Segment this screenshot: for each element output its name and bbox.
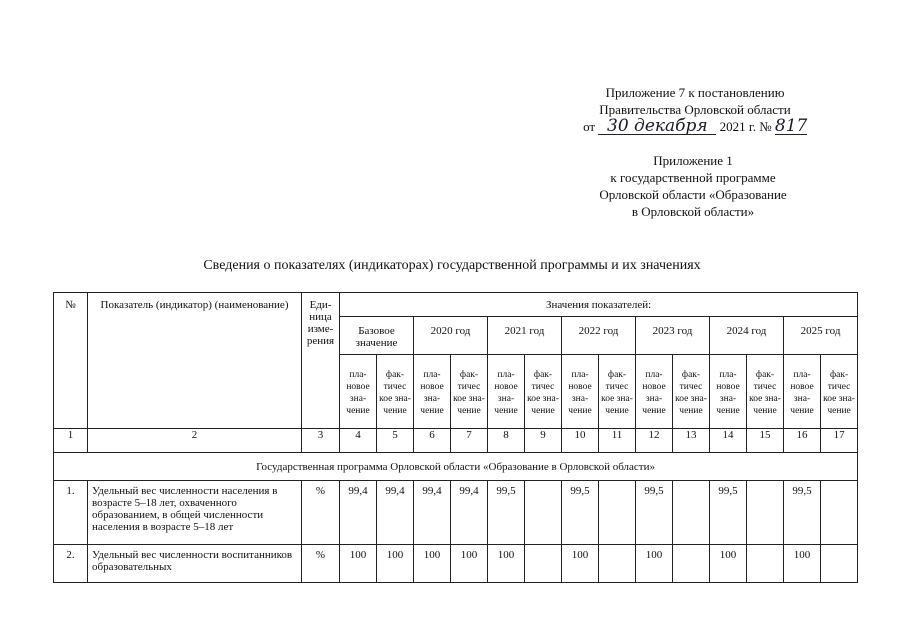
row-value: 99,5 — [636, 481, 673, 545]
appendix-7-date-line — [560, 118, 830, 135]
period-2022: 2022 год — [562, 317, 636, 355]
appendix-1-line1: Приложение 1 — [653, 153, 733, 168]
row-indicator-name: Удельный вес численности воспитанников образовательных — [88, 545, 302, 583]
column-number: 16 — [784, 429, 821, 453]
appendix-1-line2: к государственной программе — [610, 170, 776, 185]
row-value — [747, 481, 784, 545]
subheader-fact: фак-тичес кое зна-чение — [599, 355, 636, 429]
subheader-fact: фак-тичес кое зна-чение — [377, 355, 414, 429]
row-value: 99,4 — [377, 481, 414, 545]
row-value: 99,5 — [710, 481, 747, 545]
appendix-1-line3: Орловской области «Образование — [599, 187, 787, 202]
column-number: 13 — [673, 429, 710, 453]
subheader-fact: фак-тичес кое зна-чение — [673, 355, 710, 429]
column-number: 7 — [451, 429, 488, 453]
row-unit: % — [302, 481, 340, 545]
row-num: 2. — [54, 545, 88, 583]
period-2020: 2020 год — [414, 317, 488, 355]
appendix-7-line1: Приложение 7 к постановлению — [605, 85, 785, 100]
column-number: 8 — [488, 429, 525, 453]
period-2023: 2023 год — [636, 317, 710, 355]
subheader-plan: пла-новое зна-чение — [488, 355, 525, 429]
row-value: 99,5 — [784, 481, 821, 545]
header-indicator: Показатель (индикатор) (наименование) — [88, 293, 302, 429]
row-value: 100 — [340, 545, 377, 583]
row-value: 100 — [562, 545, 599, 583]
column-number: 1 — [54, 429, 88, 453]
indicators-table — [53, 292, 858, 583]
column-number: 10 — [562, 429, 599, 453]
row-value: 100 — [636, 545, 673, 583]
row-value — [599, 481, 636, 545]
period-base: Базовое значение — [340, 317, 414, 355]
header-num: № — [54, 293, 88, 429]
row-value — [821, 545, 858, 583]
subheader-plan: пла-новое зна-чение — [710, 355, 747, 429]
row-value: 99,5 — [488, 481, 525, 545]
subheader-fact: фак-тичес кое зна-чение — [821, 355, 858, 429]
row-value: 100 — [451, 545, 488, 583]
row-num: 1. — [54, 481, 88, 545]
row-value: 100 — [488, 545, 525, 583]
row-value: 100 — [784, 545, 821, 583]
row-unit: % — [302, 545, 340, 583]
table-row — [54, 481, 858, 545]
row-value: 100 — [414, 545, 451, 583]
row-value: 100 — [377, 545, 414, 583]
row-value — [525, 481, 562, 545]
period-2024: 2024 год — [710, 317, 784, 355]
document-title: Сведения о показателях (индикаторах) государственной программы и их значениях — [203, 258, 701, 273]
appendix-1-header — [583, 152, 803, 220]
subheader-plan: пла-новое зна-чение — [636, 355, 673, 429]
column-number: 17 — [821, 429, 858, 453]
row-value: 100 — [710, 545, 747, 583]
subheader-plan: пла-новое зна-чение — [562, 355, 599, 429]
from-prefix: от — [583, 119, 596, 134]
row-value — [525, 545, 562, 583]
appendix-7-header — [560, 84, 830, 135]
subheader-plan: пла-новое зна-чение — [414, 355, 451, 429]
row-value — [599, 545, 636, 583]
column-number: 14 — [710, 429, 747, 453]
appendix-1-line4: в Орловской области» — [631, 204, 755, 219]
table-row — [54, 545, 858, 583]
row-value — [673, 545, 710, 583]
appendix-7-line2: Правительства Орловской области — [599, 102, 791, 117]
handwritten-number: 817 — [774, 116, 808, 136]
header-values: Значения показателей: — [340, 293, 858, 317]
row-value — [821, 481, 858, 545]
column-number: 9 — [525, 429, 562, 453]
row-value: 99,4 — [451, 481, 488, 545]
column-number: 12 — [636, 429, 673, 453]
row-value — [747, 545, 784, 583]
year-label: 2021 г. № — [719, 119, 772, 134]
column-number: 3 — [302, 429, 340, 453]
subheader-plan: пла-новое зна-чение — [784, 355, 821, 429]
row-value — [673, 481, 710, 545]
column-number: 5 — [377, 429, 414, 453]
subheader-plan: пла-новое зна-чение — [340, 355, 377, 429]
column-number: 2 — [88, 429, 302, 453]
column-number: 11 — [599, 429, 636, 453]
row-value: 99,4 — [340, 481, 377, 545]
subheader-fact: фак-тичес кое зна-чение — [451, 355, 488, 429]
row-value: 99,4 — [414, 481, 451, 545]
column-number: 15 — [747, 429, 784, 453]
header-unit: Еди-ница изме-рения — [302, 293, 340, 429]
column-number: 4 — [340, 429, 377, 453]
program-row: Государственная программа Орловской области «Образование в Орловской области» — [54, 453, 858, 481]
row-value: 99,5 — [562, 481, 599, 545]
column-number: 6 — [414, 429, 451, 453]
period-2025: 2025 год — [784, 317, 858, 355]
period-2021: 2021 год — [488, 317, 562, 355]
row-indicator-name: Удельный вес численности населения в возрасте 5–18 лет, охваченного образованием, в общей численности населения в возрасте 5–18 лет — [88, 481, 302, 545]
subheader-fact: фак-тичес кое зна-чение — [747, 355, 784, 429]
subheader-fact: фак-тичес кое зна-чение — [525, 355, 562, 429]
handwritten-date: 30 декабря — [598, 118, 716, 135]
